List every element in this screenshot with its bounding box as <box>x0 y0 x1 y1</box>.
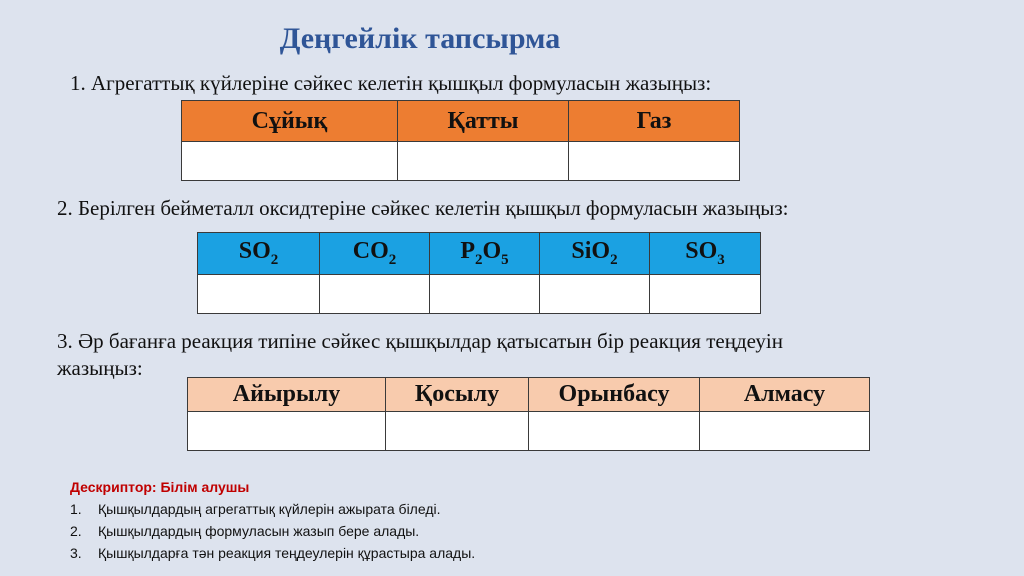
header-gas: Газ <box>569 101 740 142</box>
answer-cell-so3[interactable] <box>650 275 761 314</box>
answer-cell-sio2[interactable] <box>540 275 650 314</box>
answer-cell-liquid[interactable] <box>182 142 398 181</box>
oxide-sio2: SiO$_2$ <box>540 233 650 275</box>
answer-cell-co2[interactable] <box>320 275 430 314</box>
task-2-table <box>197 232 761 314</box>
descriptor-item: 3. Қышқылдарға тән реакция теңдеулерін құрастыра алады. <box>70 545 476 561</box>
header-solid: Қатты <box>398 101 569 142</box>
answer-row <box>182 142 740 181</box>
table-header-row <box>182 101 740 142</box>
header-liquid: Сұйық <box>182 101 398 142</box>
header-combination: Қосылу <box>386 378 529 412</box>
header-decomposition: Айырылу <box>188 378 386 412</box>
header-exchange: Алмасу <box>700 378 870 412</box>
oxide-so3: $SO_3$ <box>650 233 761 275</box>
oxide-p2o5: $P_2O_5$ <box>430 233 540 275</box>
header-substitution: Орынбасу <box>529 378 700 412</box>
descriptor-block <box>70 476 475 564</box>
answer-cell-so2[interactable] <box>198 275 320 314</box>
answer-cell-decomposition[interactable] <box>188 412 386 451</box>
answer-cell-substitution[interactable] <box>529 412 700 451</box>
task-2-text: 2. Берілген бейметалл оксидтеріне сәйкес келетін қышқыл формуласын жазыңыз: <box>57 196 789 220</box>
oxide-co2: $CO_2$ <box>320 233 430 275</box>
task-1-table <box>181 100 740 181</box>
task-3-table <box>187 377 870 451</box>
page-title: Деңгейлік тапсырма <box>279 22 561 55</box>
task-3-line-2: жазыңыз: <box>57 356 143 380</box>
task-3-text <box>57 328 783 382</box>
descriptor-item: 2. Қышқылдардың формуласын жазып бере алады. <box>70 523 420 539</box>
oxide-so2: $SO_2$ <box>198 233 320 275</box>
answer-cell-gas[interactable] <box>569 142 740 181</box>
table-header-row <box>198 233 761 275</box>
answer-cell-p2o5[interactable] <box>430 275 540 314</box>
answer-cell-exchange[interactable] <box>700 412 870 451</box>
answer-cell-solid[interactable] <box>398 142 569 181</box>
descriptor-item: 1. Қышқылдардың агрегаттық күйлерін ажырата біледі. <box>70 501 441 517</box>
answer-cell-combination[interactable] <box>386 412 529 451</box>
answer-row <box>188 412 870 451</box>
task-3-line-1: 3. Әр бағанға реакция типіне сәйкес қышқылдар қатысатын бір реакция теңдеуін <box>57 329 784 353</box>
answer-row <box>198 275 761 314</box>
descriptor-heading: Дескриптор: Білім алушы <box>70 479 250 495</box>
table-header-row <box>188 378 870 412</box>
task-1-text: 1. Агрегаттық күйлеріне сәйкес келетін қышқыл формуласын жазыңыз: <box>70 71 712 95</box>
